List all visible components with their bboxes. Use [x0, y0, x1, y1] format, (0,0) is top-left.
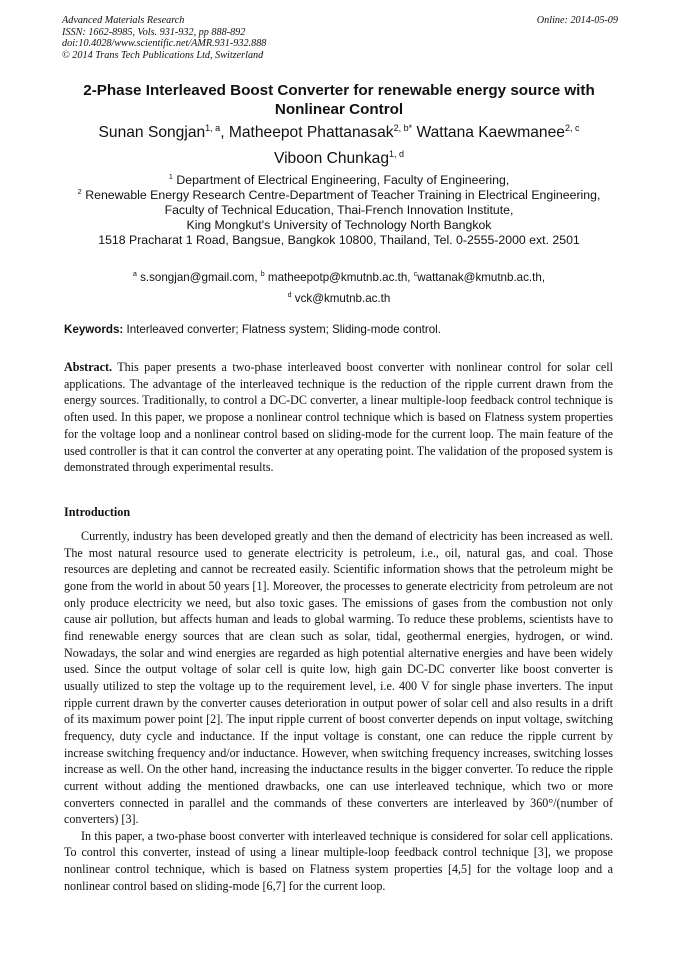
email-sup: a	[132, 271, 137, 278]
author-sup: 2, c	[564, 123, 580, 133]
author-name: Sunan Songjan	[98, 124, 206, 141]
abstract-label: Abstract.	[64, 360, 113, 374]
author-sup: 1, d	[389, 149, 405, 159]
section-heading-introduction: Introduction	[64, 505, 131, 519]
title-line-2: Nonlinear Control	[274, 101, 404, 118]
paragraph: In this paper, a two-phase boost converter with interleaved technique is considered for solar cell applications. To control this converter, instead of using a linear multiple-loop feedback control technique [3], we propose nonlinear control technique, which is based on Flatness system properties [4,5] for the voltage loop and a nonlinear control based on sliding-mode [6,7] for the current loop.	[64, 828, 613, 893]
affiliation-sup: 2	[77, 187, 82, 196]
email-sup: b	[260, 271, 265, 278]
affiliation-2-line-3: King Mongkut's University of Technology North Bangkok	[186, 218, 492, 232]
affiliation-2-line-4: 1518 Pracharat 1 Road, Bangsue, Bangkok 10800, Thailand, Tel. 0-2555-2000 ext. 2501	[98, 233, 580, 247]
abstract-text: This paper presents a two-phase interleaved boost converter with nonlinear control for solar cell applications. The advantage of the interleaved technique is the reduction of the ripple current drawn from the energy sources. Traditionally, to control a DC-DC converter, a linear multiple-loop feedback control technique is often used. In this paper, we propose a nonlinear control technique which is based on Flatness system properties for the voltage loop and a nonlinear control based on sliding-mode for the current loop. The main feature of the used controller is that it can control the converter at any operating point. The validation of the proposed system is demonstrated through experimental results.	[64, 360, 613, 475]
doi-line: doi:10.4028/www.scientific.net/AMR.931-932.888	[62, 38, 267, 49]
emails-line-2	[40, 288, 638, 309]
affiliation-2	[40, 188, 638, 203]
keywords	[64, 323, 624, 337]
email-link[interactable]: matheepotp@kmutnb.ac.th,	[267, 271, 411, 284]
affiliation-text: Renewable Energy Research Centre-Department of Teacher Training in Electrical Engineering,	[85, 188, 601, 202]
author-name: Matheepot Phattanasak	[228, 124, 394, 141]
keywords-text: Interleaved converter; Flatness system; Sliding-mode control.	[126, 323, 441, 336]
authors-line-2	[40, 146, 638, 172]
author-emails	[40, 267, 638, 309]
introduction-body	[64, 528, 613, 894]
affiliation-sup: 1	[168, 172, 173, 181]
copyright-line: © 2014 Trans Tech Publications Ltd, Switzerland	[62, 49, 264, 61]
authors-line-1: Sunan Songjan$^{1, a}$, Matheepot Phattanasak$^{2, b*}$ Wattana Kaewmanee$^{2, c}$	[98, 123, 580, 141]
online-date: Online: 2014-05-09	[536, 15, 618, 26]
email-link[interactable]: wattanak@kmutnb.ac.th,	[417, 271, 546, 284]
journal-name: Advanced Materials Research	[62, 15, 185, 26]
email-sup: c	[413, 271, 418, 278]
affiliation-1	[40, 173, 638, 188]
email-sup: d	[287, 292, 292, 299]
email-link[interactable]: vck@kmutnb.ac.th	[294, 292, 391, 305]
abstract	[64, 359, 613, 476]
emails-line-1	[40, 267, 638, 288]
author-sup: 1, a	[205, 123, 221, 133]
author-list	[40, 120, 638, 172]
author-name: Wattana Kaewmanee	[416, 124, 565, 141]
paper-title	[40, 81, 638, 119]
keywords-label: Keywords:	[64, 323, 124, 336]
title-line-1: 2-Phase Interleaved Boost Converter for renewable energy source with	[83, 82, 595, 99]
affiliation-text: Department of Electrical Engineering, Faculty of Engineering,	[176, 173, 510, 187]
issn-line: ISSN: 1662-8985, Vols. 931-932, pp 888-892	[62, 26, 246, 38]
email-link[interactable]: s.songjan@gmail.com,	[140, 271, 258, 284]
affiliation-2-line-2: Faculty of Technical Education, Thai-French Innovation Institute,	[164, 203, 514, 217]
author-sup: 2, b*	[393, 123, 413, 133]
author-name: Viboon Chunkag	[273, 150, 389, 167]
journal-header	[62, 15, 618, 61]
paragraph: Currently, industry has been developed greatly and then the demand of electricity has been increased as well. The most natural resource used to generate electricity is petroleum, i.e., oil, natural gas, and coal. Those resources are depleting and cannot be recreated easily. Scientific information shows that the petroleum might be gone from the world in about 50 years [1]. Moreover, the processes to generate electricity from petroleum are not only produce electricity we need, but also toxic gases. The emissions of gases from the combustion not only cause air pollution, but affects human and leads to global warming. To reduce these problems, scientists have to find renewable energy sources that are clean such as solar, tidal, geothermal energies, hydrogen, or wind. Nowadays, the solar and wind energies are regarded as high potential alternative energies and have been widely used. Since the output voltage of solar cell is quite low, high gain DC-DC converter like boost converter is usually utilized to step the voltage up to the requirement level, i.e. 400 V for single phase inverters. The input ripple current drawn by the converter causes deterioration in output power of solar cell and also results in a drift of its maximum power point [2]. The input ripple current of boost converter depends on input voltage, switching frequency, duty cycle and inductance. If the input voltage is constant, one can reduce the ripple current by increase switching frequency and/or inductance. However, when switching frequency increases, switching losses increase as well. On the other hand, increasing the inductance results in the bigger converter. To reduce the ripple current without adding the mentioned drawbacks, one can use interleaved technique, which two or more converters connected in parallel and the commands of these converters are interleaved by 360°/(number of converters) [3].	[64, 529, 613, 827]
affiliations	[40, 173, 638, 248]
